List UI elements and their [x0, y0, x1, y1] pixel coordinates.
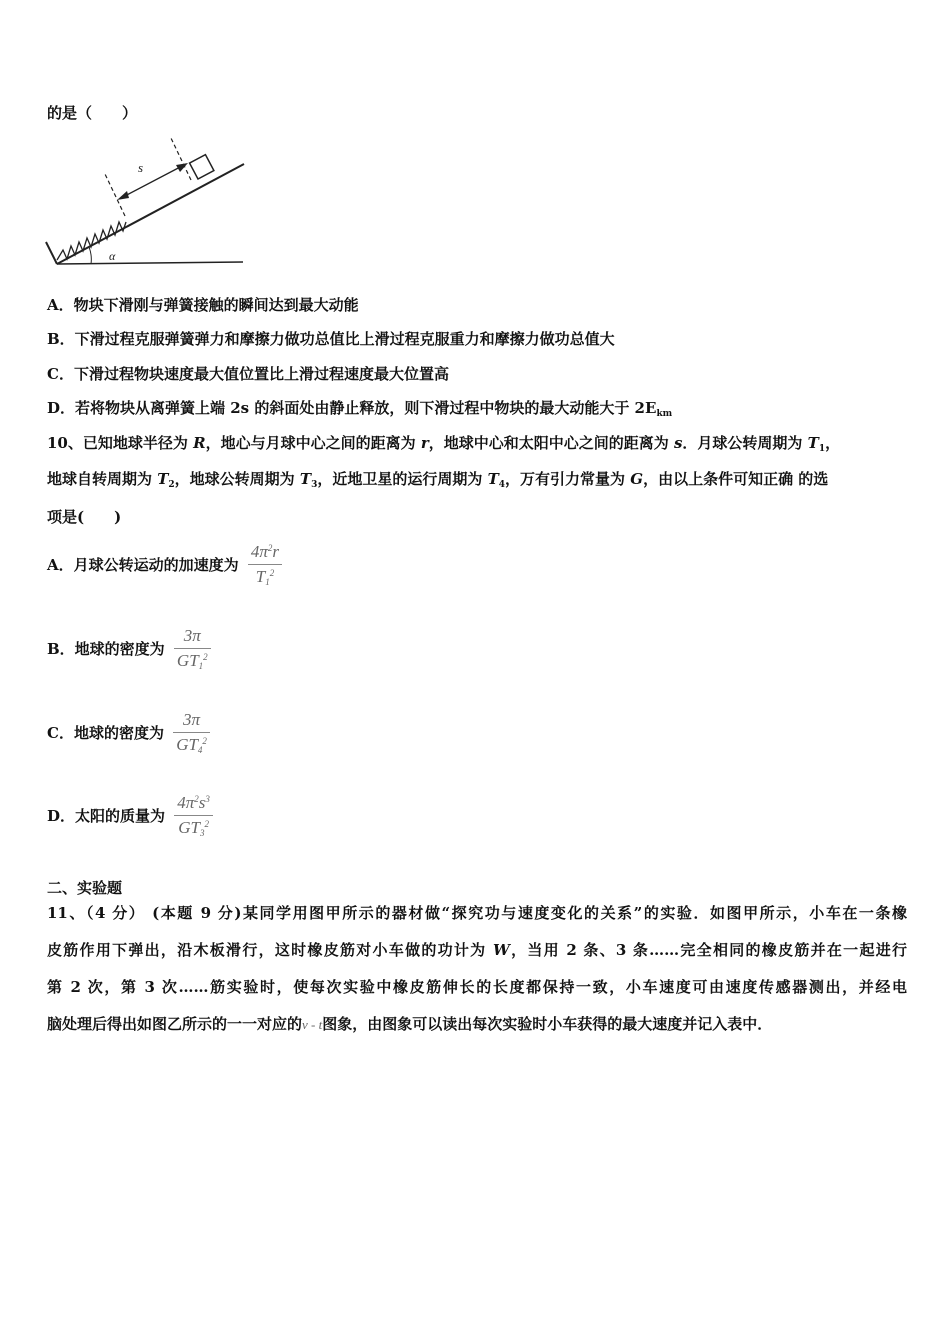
wall-line — [46, 242, 57, 264]
q10-line-2: 地球自转周期为 $T_2$，地球公转周期为 $T_3$，近地卫星的运行周期为 $T_4$，万有引力常量为 G，由以上条件可知正确 的选 — [47, 470, 829, 490]
q10-option-a: A．月球公转运动的加速度为 $\frac{4\pi^2r}{T_1^2}$ — [47, 542, 282, 587]
ground-line — [57, 262, 243, 264]
fraction-b: $\frac{3\pi}{GT_1^2}$ — [174, 626, 211, 671]
vt-graph-label: v - t — [302, 1017, 323, 1032]
q10-line-1: 10、已知地球半径为 R，地心与月球中心之间的距离为 r，地球中心和太阳中心之间的距离为 s．月球公转周期为 $T_1$， — [47, 434, 841, 454]
q11-line-3: 第 2 次，第 3 次……筋实验时，使每次实验中橡皮筋伸长的长度都保持一致，小车速度可由速度传感器测出，并经电 — [47, 978, 907, 996]
arrowhead-left — [117, 191, 129, 200]
q9-option-c: C．下滑过程物块速度最大值位置比上滑过程速度最大位置高 — [47, 365, 449, 383]
block — [190, 155, 214, 179]
s-label: s — [138, 160, 144, 175]
section-heading: 二、实验题 — [47, 879, 123, 897]
incline-line — [57, 164, 244, 264]
q11-line-2: 皮筋作用下弹出，沿木板滑行，这时橡皮筋对小车做的功计为 W，当用 2 条、3 条……完全相同的橡皮筋并在一起进行 — [47, 941, 907, 959]
q11-line-4: 脑处理后得出如图乙所示的一一对应的v - t图象，由图象可以读出每次实验时小车获得的最大速度并记入表中． — [47, 1015, 773, 1033]
q11-line-1: 11、（4 分） (本题 9 分)某同学用图甲所示的器材做“探究功与速度变化的关系”的实验．如图甲所示，小车在一条橡 — [47, 904, 907, 922]
q9-option-a: A．物块下滑刚与弹簧接触的瞬间达到最大动能 — [47, 296, 359, 314]
q10-option-b: B．地球的密度为 $\frac{3\pi}{GT_1^2}$ — [47, 626, 211, 671]
fraction-c: $\frac{3\pi}{GT_4^2}$ — [173, 710, 210, 755]
spring — [57, 222, 126, 260]
angle-arc — [89, 247, 91, 264]
fraction-d: $\frac{4\pi^2s^3}{GT_3^2}$ — [174, 793, 213, 838]
incline-spring-figure — [43, 128, 248, 270]
q10-option-c: C．地球的密度为 $\frac{3\pi}{GT_4^2}$ — [47, 710, 210, 755]
q10-line-3: 项是( ) — [47, 508, 122, 526]
dashed-line-left — [105, 174, 125, 216]
q9-tail: 的是（ ） — [47, 104, 138, 122]
km-subscript: km — [656, 409, 673, 419]
s-arrow — [121, 165, 184, 198]
dashed-line-right — [170, 136, 191, 180]
q9-option-d: D．若将物块从离弹簧上端 2s 的斜面处由静止释放，则下滑过程中物块的最大动能大于 $2E_{km}$ — [47, 399, 673, 419]
fraction-a: $\frac{4\pi^2r}{T_1^2}$ — [248, 542, 282, 587]
q9-option-b: B．下滑过程克服弹簧弹力和摩擦力做功总值比上滑过程克服重力和摩擦力做功总值大 — [47, 330, 615, 348]
q10-option-d: D．太阳的质量为 $\frac{4\pi^2s^3}{GT_3^2}$ — [47, 793, 213, 838]
alpha-label: α — [109, 249, 116, 263]
